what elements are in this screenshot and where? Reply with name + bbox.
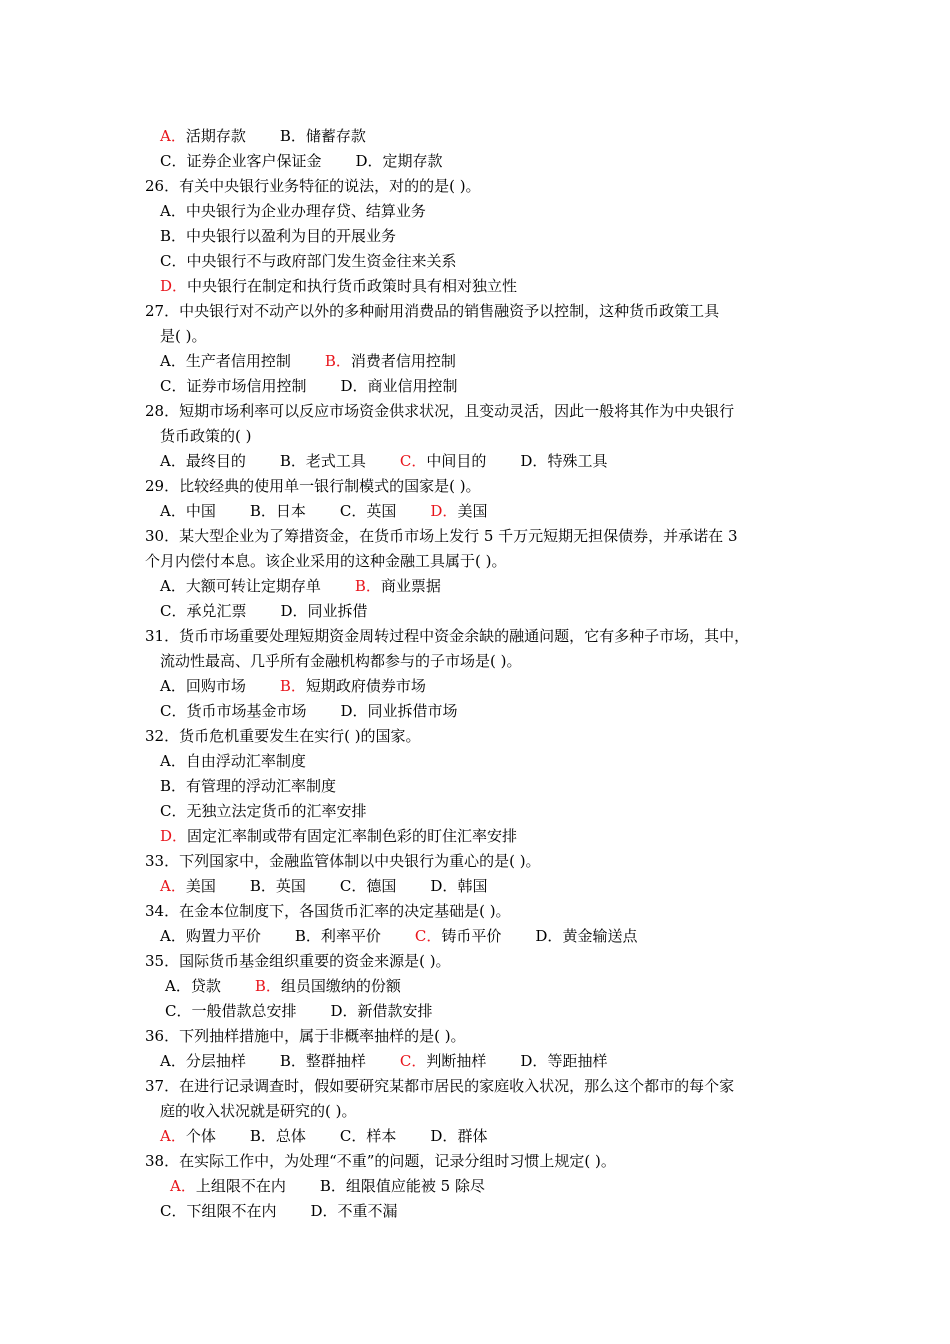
option-text: 判断抽样 bbox=[426, 1052, 487, 1070]
answer-option bbox=[430, 1124, 487, 1149]
option-letter: B． bbox=[324, 352, 351, 370]
option-text: 韩国 bbox=[457, 877, 488, 895]
option-text: 老式工具 bbox=[305, 452, 366, 470]
answer-option bbox=[160, 574, 321, 599]
option-letter: D． bbox=[340, 702, 368, 720]
option-letter: A． bbox=[160, 1127, 186, 1145]
answer-option bbox=[340, 1124, 397, 1149]
option-text: 大额可转让定期存单 bbox=[185, 577, 321, 595]
answer-option bbox=[160, 924, 261, 949]
answer-options-row bbox=[0, 749, 950, 774]
option-text: 分层抽样 bbox=[185, 1052, 246, 1070]
answer-option-correct bbox=[400, 1049, 487, 1074]
answer-option bbox=[340, 499, 397, 524]
answer-option bbox=[160, 699, 307, 724]
option-text: 组限值应能被 5 除尽 bbox=[345, 1177, 485, 1195]
option-letter: A． bbox=[165, 977, 191, 995]
option-text: 有管理的浮动汇率制度 bbox=[186, 777, 337, 795]
option-text: 中间目的 bbox=[426, 452, 487, 470]
answer-option bbox=[295, 924, 381, 949]
option-letter: D． bbox=[520, 1052, 548, 1070]
option-text: 定期存款 bbox=[382, 152, 443, 170]
option-text: 德国 bbox=[366, 877, 397, 895]
answer-option bbox=[535, 924, 637, 949]
option-letter: A． bbox=[160, 577, 186, 595]
answer-option bbox=[160, 199, 426, 224]
option-text: 新借款安排 bbox=[357, 1002, 433, 1020]
answer-option-correct bbox=[325, 349, 456, 374]
answer-option bbox=[160, 224, 396, 249]
answer-option bbox=[520, 449, 607, 474]
answer-option bbox=[250, 874, 306, 899]
option-letter: B． bbox=[279, 677, 306, 695]
option-text: 承兑汇票 bbox=[186, 602, 247, 620]
option-text: 活期存款 bbox=[185, 127, 246, 145]
option-text: 整群抽样 bbox=[305, 1052, 366, 1070]
answer-option bbox=[160, 674, 246, 699]
option-letter: B． bbox=[249, 877, 276, 895]
answer-option-correct bbox=[160, 124, 246, 149]
option-text: 美国 bbox=[185, 877, 216, 895]
answer-option bbox=[341, 374, 458, 399]
option-letter: D． bbox=[340, 377, 368, 395]
option-letter: D． bbox=[355, 152, 383, 170]
option-text: 一般借款总安排 bbox=[191, 1002, 297, 1020]
question-list bbox=[0, 124, 950, 1224]
answer-option bbox=[160, 749, 306, 774]
option-letter: C． bbox=[160, 152, 187, 170]
option-text: 群体 bbox=[457, 1127, 488, 1145]
option-letter: B． bbox=[294, 927, 321, 945]
option-text: 储蓄存款 bbox=[305, 127, 366, 145]
option-letter: A． bbox=[160, 752, 186, 770]
answer-option bbox=[160, 349, 291, 374]
option-text: 中央银行为企业办理存贷、结算业务 bbox=[185, 202, 426, 220]
option-letter: B． bbox=[319, 1177, 346, 1195]
answer-option bbox=[341, 699, 458, 724]
answer-options-row bbox=[0, 699, 950, 724]
answer-options-row bbox=[0, 499, 950, 524]
answer-options-row bbox=[0, 199, 950, 224]
option-letter: D． bbox=[535, 927, 563, 945]
option-letter: C． bbox=[339, 1127, 367, 1145]
answer-option bbox=[165, 974, 221, 999]
answer-options-row bbox=[0, 249, 950, 274]
option-text: 总体 bbox=[275, 1127, 306, 1145]
answer-option bbox=[160, 149, 322, 174]
answer-option bbox=[356, 149, 443, 174]
option-letter: A． bbox=[160, 352, 186, 370]
option-letter: C． bbox=[160, 1202, 187, 1220]
question-text: 30．某大型企业为了筹措资金，在货币市场上发行 5 千万元短期无担保债券，并承诺在 3 bbox=[145, 527, 738, 545]
option-text: 样本 bbox=[366, 1127, 397, 1145]
option-letter: D． bbox=[160, 277, 188, 295]
answer-option bbox=[160, 374, 307, 399]
answer-options-row bbox=[0, 349, 950, 374]
question-text-continued: 货币政策的( ) bbox=[160, 427, 252, 445]
option-text: 自由浮动汇率制度 bbox=[185, 752, 306, 770]
option-letter: D． bbox=[310, 1202, 338, 1220]
answer-option bbox=[250, 1124, 306, 1149]
answer-options-row bbox=[0, 1049, 950, 1074]
option-text: 日本 bbox=[275, 502, 306, 520]
option-letter: A． bbox=[160, 677, 186, 695]
answer-option bbox=[160, 599, 247, 624]
option-text: 生产者信用控制 bbox=[185, 352, 291, 370]
option-letter: C． bbox=[160, 377, 187, 395]
option-text: 商业票据 bbox=[380, 577, 441, 595]
option-letter: B． bbox=[254, 977, 281, 995]
option-letter: D． bbox=[430, 502, 458, 520]
answer-options-row bbox=[0, 1199, 950, 1224]
option-letter: C． bbox=[414, 927, 442, 945]
answer-option-correct bbox=[415, 924, 502, 949]
option-text: 回购市场 bbox=[185, 677, 246, 695]
option-text: 特殊工具 bbox=[547, 452, 608, 470]
option-letter: B． bbox=[249, 502, 276, 520]
option-text: 上组限不在内 bbox=[195, 1177, 286, 1195]
option-letter: B． bbox=[160, 227, 187, 245]
option-letter: C． bbox=[399, 1052, 427, 1070]
answer-options-row bbox=[0, 1124, 950, 1149]
option-letter: A． bbox=[160, 1052, 186, 1070]
option-letter: C． bbox=[399, 452, 427, 470]
question-text: 29．比较经典的使用单一银行制模式的国家是( )。 bbox=[145, 477, 481, 495]
answer-options-row bbox=[0, 774, 950, 799]
answer-options-row bbox=[0, 824, 950, 849]
option-letter: B． bbox=[279, 127, 306, 145]
answer-option bbox=[250, 499, 306, 524]
option-letter: B． bbox=[279, 1052, 306, 1070]
answer-options-row bbox=[0, 924, 950, 949]
answer-option-correct bbox=[255, 974, 401, 999]
question-text: 28．短期市场利率可以反应市场资金供求状况，且变动灵活，因此一般将其作为中央银行 bbox=[145, 402, 735, 420]
option-letter: C． bbox=[160, 252, 187, 270]
option-text: 个体 bbox=[185, 1127, 216, 1145]
option-text: 铸币平价 bbox=[441, 927, 502, 945]
option-text: 消费者信用控制 bbox=[350, 352, 456, 370]
option-letter: B． bbox=[279, 452, 306, 470]
option-text: 利率平价 bbox=[320, 927, 381, 945]
answer-option bbox=[340, 874, 397, 899]
answer-option bbox=[331, 999, 433, 1024]
answer-options-row bbox=[0, 224, 950, 249]
answer-options-row bbox=[0, 124, 950, 149]
question-text: 26．有关中央银行业务特征的说法，对的的是( )。 bbox=[145, 177, 481, 195]
option-text: 货币市场基金市场 bbox=[186, 702, 307, 720]
question-text: 37．在进行记录调查时，假如要研究某都市居民的家庭收入状况，那么这个都市的每个家 bbox=[145, 1077, 735, 1095]
answer-options-row bbox=[0, 674, 950, 699]
answer-option bbox=[280, 449, 366, 474]
option-text: 不重不漏 bbox=[337, 1202, 398, 1220]
question-text: 27．中央银行对不动产以外的多种耐用消费品的销售融资予以控制，这种货币政策工具 bbox=[145, 302, 720, 320]
question-text-continued: 流动性最高、几乎所有金融机构都参与的子市场是( )。 bbox=[160, 652, 522, 670]
answer-options-row bbox=[0, 1174, 950, 1199]
option-text: 英国 bbox=[275, 877, 306, 895]
answer-option-correct bbox=[160, 274, 517, 299]
answer-options-row bbox=[0, 974, 950, 999]
option-letter: C． bbox=[339, 877, 367, 895]
answer-option-correct bbox=[430, 499, 487, 524]
option-text: 中央银行以盈利为目的开展业务 bbox=[186, 227, 397, 245]
option-text: 无独立法定货币的汇率安排 bbox=[186, 802, 367, 820]
answer-option bbox=[160, 774, 336, 799]
answer-option bbox=[430, 874, 487, 899]
answer-option bbox=[165, 999, 297, 1024]
answer-options-row bbox=[0, 274, 950, 299]
option-text: 中国 bbox=[185, 502, 216, 520]
answer-option bbox=[160, 799, 367, 824]
answer-options-row bbox=[0, 374, 950, 399]
answer-option-correct bbox=[160, 1124, 216, 1149]
answer-option bbox=[311, 1199, 398, 1224]
option-letter: C． bbox=[339, 502, 367, 520]
answer-options-row bbox=[0, 599, 950, 624]
option-text: 英国 bbox=[366, 502, 397, 520]
answer-options-row bbox=[0, 149, 950, 174]
question-text: 34．在金本位制度下，各国货币汇率的决定基础是( )。 bbox=[145, 902, 511, 920]
option-letter: B． bbox=[249, 1127, 276, 1145]
answer-option bbox=[320, 1174, 485, 1199]
answer-options-row bbox=[0, 449, 950, 474]
option-text: 贷款 bbox=[190, 977, 221, 995]
answer-options-row bbox=[0, 874, 950, 899]
answer-options-row bbox=[0, 999, 950, 1024]
option-letter: A． bbox=[160, 127, 186, 145]
question-text: 36．下列抽样措施中，属于非概率抽样的是( )。 bbox=[145, 1027, 466, 1045]
answer-option-correct bbox=[400, 449, 487, 474]
option-letter: A． bbox=[160, 502, 186, 520]
question-text: 38．在实际工作中，为处理“不重”的问题，记录分组时习惯上规定( )。 bbox=[145, 1152, 616, 1170]
option-text: 美国 bbox=[457, 502, 488, 520]
question-text: 个月内偿付本息。该企业采用的这种金融工具属于( )。 bbox=[145, 552, 507, 570]
option-text: 组员国缴纳的份额 bbox=[280, 977, 401, 995]
option-letter: C． bbox=[165, 1002, 192, 1020]
question-text-continued: 庭的收入状况就是研究的( )。 bbox=[160, 1102, 357, 1120]
answer-option bbox=[160, 249, 457, 274]
answer-option bbox=[160, 499, 216, 524]
option-text: 下组限不在内 bbox=[186, 1202, 277, 1220]
option-letter: A． bbox=[160, 877, 186, 895]
answer-option-correct bbox=[160, 824, 517, 849]
option-text: 商业信用控制 bbox=[367, 377, 458, 395]
option-letter: D． bbox=[430, 1127, 458, 1145]
option-letter: B． bbox=[354, 577, 381, 595]
option-letter: B． bbox=[160, 777, 187, 795]
option-text: 证券企业客户保证金 bbox=[186, 152, 322, 170]
option-letter: A． bbox=[160, 452, 186, 470]
option-letter: D． bbox=[430, 877, 458, 895]
option-text: 中央银行不与政府部门发生资金往来关系 bbox=[186, 252, 457, 270]
answer-option-correct bbox=[280, 674, 426, 699]
answer-option-correct bbox=[355, 574, 441, 599]
option-text: 购置力平价 bbox=[185, 927, 261, 945]
option-text: 短期政府债券市场 bbox=[305, 677, 426, 695]
option-text: 等距抽样 bbox=[547, 1052, 608, 1070]
option-letter: D． bbox=[330, 1002, 358, 1020]
answer-option-correct bbox=[170, 1174, 286, 1199]
option-text: 中央银行在制定和执行货币政策时具有相对独立性 bbox=[187, 277, 518, 295]
option-letter: A． bbox=[160, 202, 186, 220]
option-letter: A． bbox=[170, 1177, 196, 1195]
answer-option bbox=[280, 1049, 366, 1074]
question-text: 31．货币市场重要处理短期资金周转过程中资金余缺的融通问题，它有多种子市场，其中， bbox=[145, 627, 750, 645]
question-text: 32．货币危机重要发生在实行( )的国家。 bbox=[145, 727, 421, 745]
option-text: 同业拆借市场 bbox=[367, 702, 458, 720]
option-letter: D． bbox=[160, 827, 188, 845]
option-text: 证券市场信用控制 bbox=[186, 377, 307, 395]
option-letter: D． bbox=[520, 452, 548, 470]
question-text-continued: 是( )。 bbox=[160, 327, 207, 345]
answer-options-row bbox=[0, 574, 950, 599]
option-letter: A． bbox=[160, 927, 186, 945]
option-letter: C． bbox=[160, 602, 187, 620]
option-text: 同业拆借 bbox=[307, 602, 368, 620]
option-letter: C． bbox=[160, 802, 187, 820]
question-text: 35．国际货币基金组织重要的资金来源是( )。 bbox=[145, 952, 451, 970]
question-text: 33．下列国家中，金融监管体制以中央银行为重心的是( )。 bbox=[145, 852, 541, 870]
answer-option bbox=[160, 1049, 246, 1074]
answer-options-row bbox=[0, 799, 950, 824]
answer-option-correct bbox=[160, 874, 216, 899]
answer-option bbox=[160, 1199, 277, 1224]
answer-option bbox=[281, 599, 368, 624]
answer-option bbox=[280, 124, 366, 149]
option-text: 黄金输送点 bbox=[562, 927, 638, 945]
answer-option bbox=[520, 1049, 607, 1074]
answer-option bbox=[160, 449, 246, 474]
option-letter: D． bbox=[280, 602, 308, 620]
option-text: 最终目的 bbox=[185, 452, 246, 470]
option-text: 固定汇率制或带有固定汇率制色彩的盯住汇率安排 bbox=[187, 827, 518, 845]
option-letter: C． bbox=[160, 702, 187, 720]
